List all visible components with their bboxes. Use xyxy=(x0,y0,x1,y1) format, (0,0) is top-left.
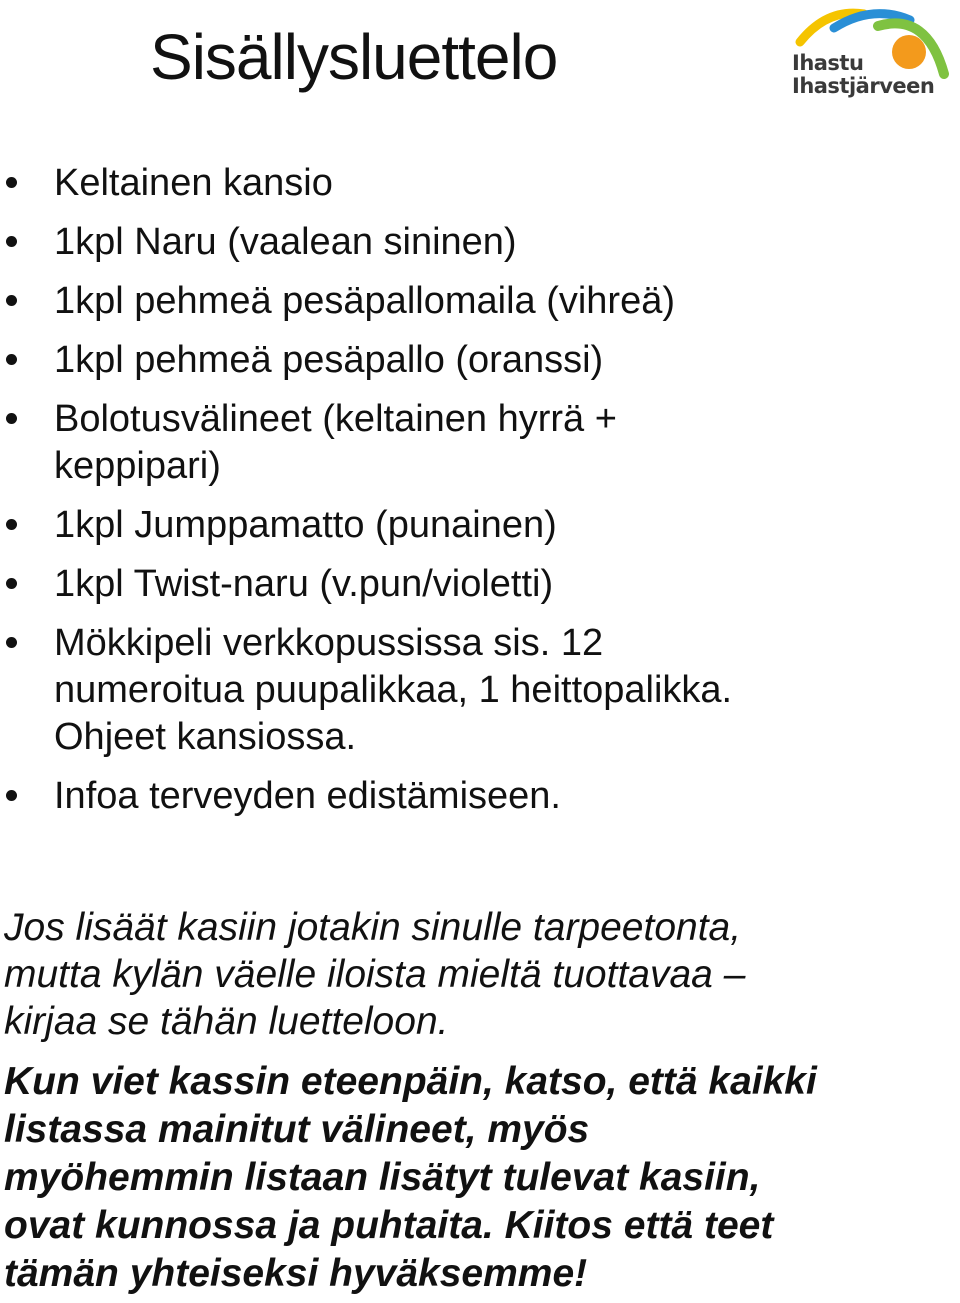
list-item xyxy=(0,219,940,266)
list-item xyxy=(0,561,940,608)
list-item-text: Infoa terveyden edistämiseen. xyxy=(54,775,561,817)
list-item xyxy=(0,337,940,384)
bullet-icon xyxy=(6,177,17,188)
logo-line-2: Ihastjärveen xyxy=(792,74,935,98)
bullet-icon xyxy=(6,519,17,530)
list-item xyxy=(0,620,940,761)
list-item xyxy=(0,502,940,549)
bullet-icon xyxy=(6,236,17,247)
bullet-icon xyxy=(6,578,17,589)
closing-instruction: Kun viet kassin eteenpäin, katso, että kaikki listassa mainitut välineet, myös myöhemmin listaan lisätyt tulevat kasiin, ovat kunnossa ja puhtaita. Kiitos että teet tämän yhteiseksi hyväksemme! xyxy=(4,1060,817,1295)
list-item xyxy=(0,278,940,325)
list-item-text: 1kpl Naru (vaalean sininen) xyxy=(54,221,517,263)
list-item-text: 1kpl Jumppamatto (punainen) xyxy=(54,504,557,546)
bullet-icon xyxy=(6,295,17,306)
list-item xyxy=(0,773,940,820)
bullet-icon xyxy=(6,413,17,424)
list-item-text: Bolotusvälineet (keltainen hyrrä + keppipari) xyxy=(54,398,617,487)
page-title: Sisällysluettelo xyxy=(150,21,558,93)
list-item xyxy=(0,396,940,490)
instruction-note: Jos lisäät kasiin jotakin sinulle tarpeetonta, mutta kylän väelle iloista mieltä tuottavaa – kirjaa se tähän luetteloon. xyxy=(4,906,746,1043)
contents-list xyxy=(0,160,940,832)
list-item-text: Mökkipeli verkkopussissa sis. 12 numeroitua puupalikkaa, 1 heittopalikka. Ohjeet kansiossa. xyxy=(54,622,733,758)
list-item-text: 1kpl Twist-naru (v.pun/violetti) xyxy=(54,563,554,605)
list-item-text: 1kpl pehmeä pesäpallo (oranssi) xyxy=(54,339,604,381)
list-item-text: 1kpl pehmeä pesäpallomaila (vihreä) xyxy=(54,280,676,322)
logo-line-1: Ihastu xyxy=(792,51,864,75)
bullet-icon xyxy=(6,790,17,801)
ihastu-logo xyxy=(782,6,952,106)
list-item-text: Keltainen kansio xyxy=(54,162,333,204)
bullet-icon xyxy=(6,637,17,648)
bullet-icon xyxy=(6,354,17,365)
logo-wordmark xyxy=(792,52,934,98)
list-item xyxy=(0,160,940,207)
